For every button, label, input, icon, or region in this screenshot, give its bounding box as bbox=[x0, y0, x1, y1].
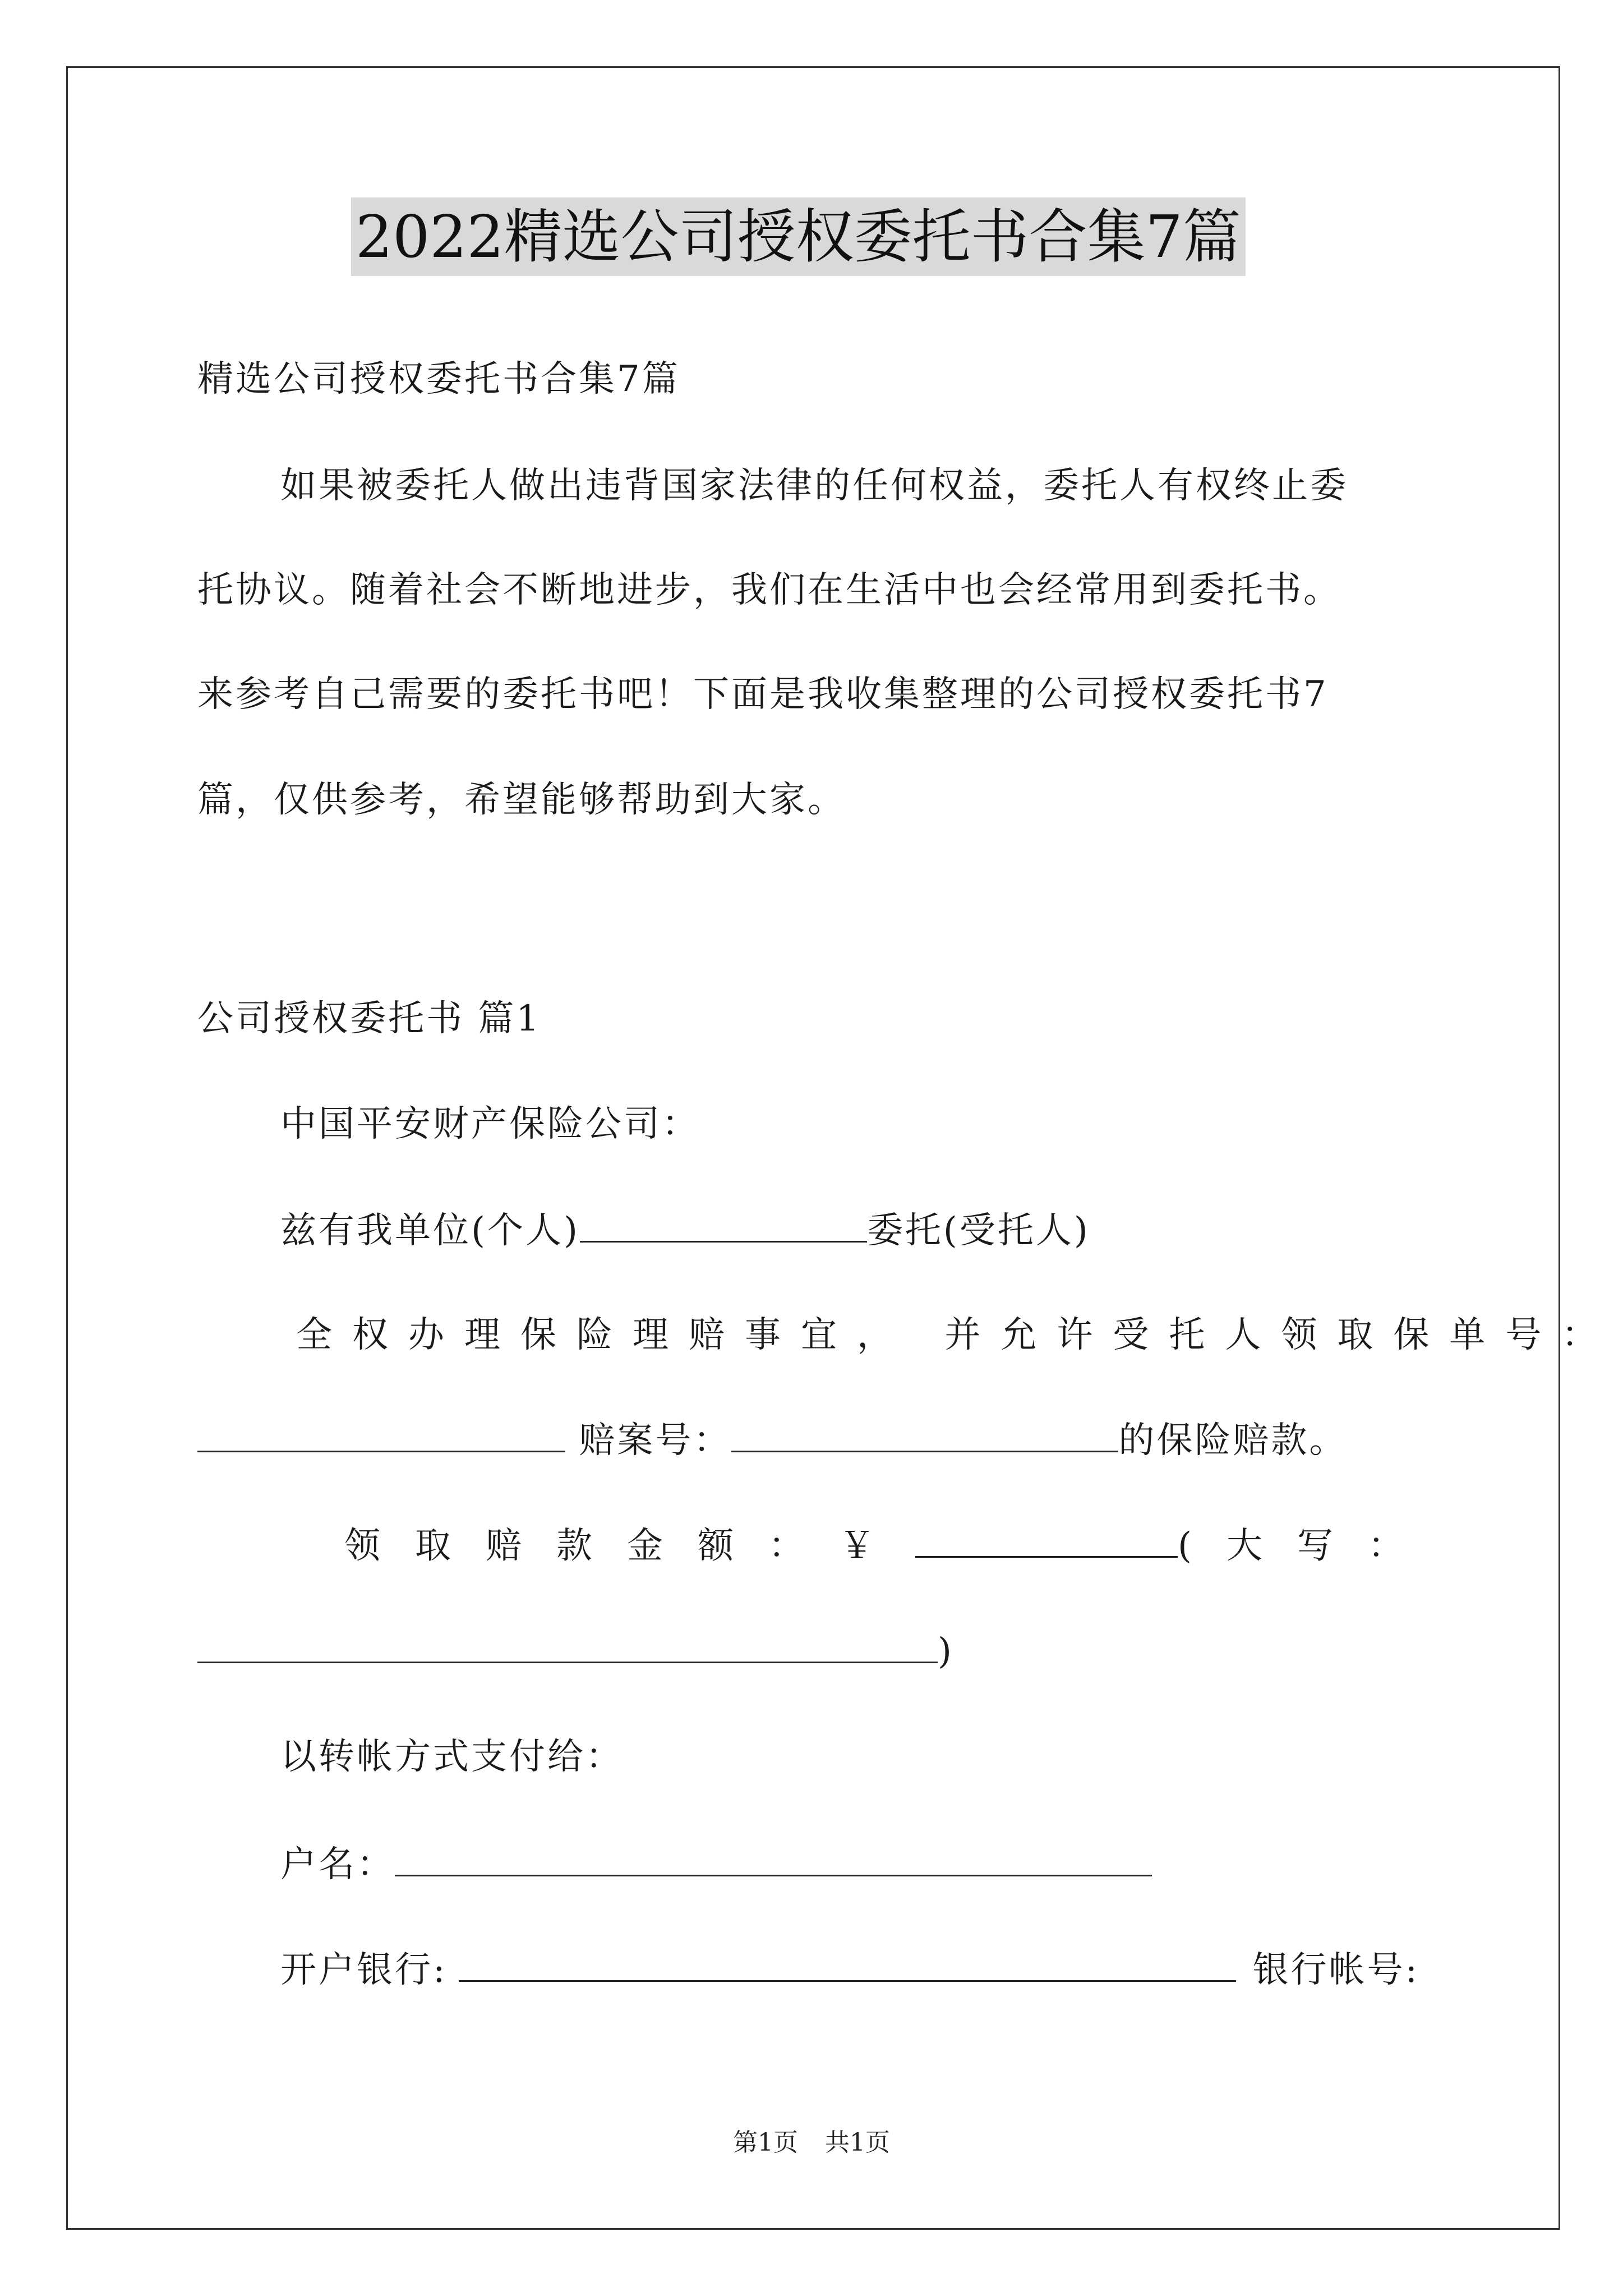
page-footer bbox=[0, 2126, 1623, 2160]
entrust-suffix: 委托(受托人) bbox=[866, 1210, 1090, 1251]
intro-line-4: 篇，仅供参考，希望能够帮助到大家。 bbox=[197, 779, 846, 821]
bank-blank bbox=[459, 1947, 1236, 1982]
authority-line: 全权办理保险理赔事宜， 并允许受托人领取保单号： bbox=[296, 1314, 1618, 1356]
bank-line bbox=[280, 1947, 1419, 1991]
amount-blank bbox=[915, 1522, 1178, 1558]
section-heading: 公司授权委托书 篇1 bbox=[197, 998, 542, 1039]
page-current: 第1页 bbox=[733, 2128, 798, 2157]
bank-label: 开户银行: bbox=[280, 1949, 448, 1991]
page-total: 共1页 bbox=[825, 2128, 890, 2157]
account-name-blank bbox=[395, 1841, 1152, 1876]
addressee: 中国平安财产保险公司： bbox=[280, 1103, 700, 1145]
document-subtitle: 精选公司授权委托书合集7篇 bbox=[197, 358, 680, 400]
intro-line-2: 托协议。随着社会不断地进步，我们在生活中也会经常用到委托书。 bbox=[197, 569, 1341, 611]
amount-upper-label: (大写： bbox=[1178, 1525, 1438, 1567]
policy-number-blank bbox=[197, 1417, 565, 1452]
intro-line-1: 如果被委托人做出违背国家法律的任何权益，委托人有权终止委 bbox=[280, 465, 1348, 507]
account-name-label: 户名： bbox=[280, 1844, 395, 1885]
amount-close: ) bbox=[938, 1631, 954, 1672]
entrusting-party-blank bbox=[580, 1207, 867, 1243]
amount-upper-line bbox=[197, 1628, 954, 1673]
amount-upper-blank bbox=[197, 1628, 938, 1663]
amount-label: 领取赔款金额：￥ bbox=[344, 1525, 910, 1567]
intro-line-3: 来参考自己需要的委托书吧！下面是我收集整理的公司授权委托书7 bbox=[197, 674, 1329, 715]
payment-line: 以转帐方式支付给： bbox=[280, 1736, 624, 1778]
document-title: 2022精选公司授权委托书合集7篇 bbox=[351, 197, 1246, 276]
account-no-label: 银行帐号: bbox=[1252, 1949, 1420, 1991]
claim-line bbox=[197, 1417, 1347, 1462]
claim-suffix: 的保险赔款。 bbox=[1118, 1420, 1348, 1461]
claim-number-blank bbox=[731, 1417, 1118, 1452]
amount-line bbox=[344, 1522, 1438, 1567]
claim-no-label: 赔案号： bbox=[579, 1420, 732, 1461]
entrust-line bbox=[280, 1207, 1090, 1252]
entrust-prefix: 兹有我单位(个人) bbox=[280, 1210, 580, 1251]
account-name-line bbox=[280, 1841, 1152, 1886]
